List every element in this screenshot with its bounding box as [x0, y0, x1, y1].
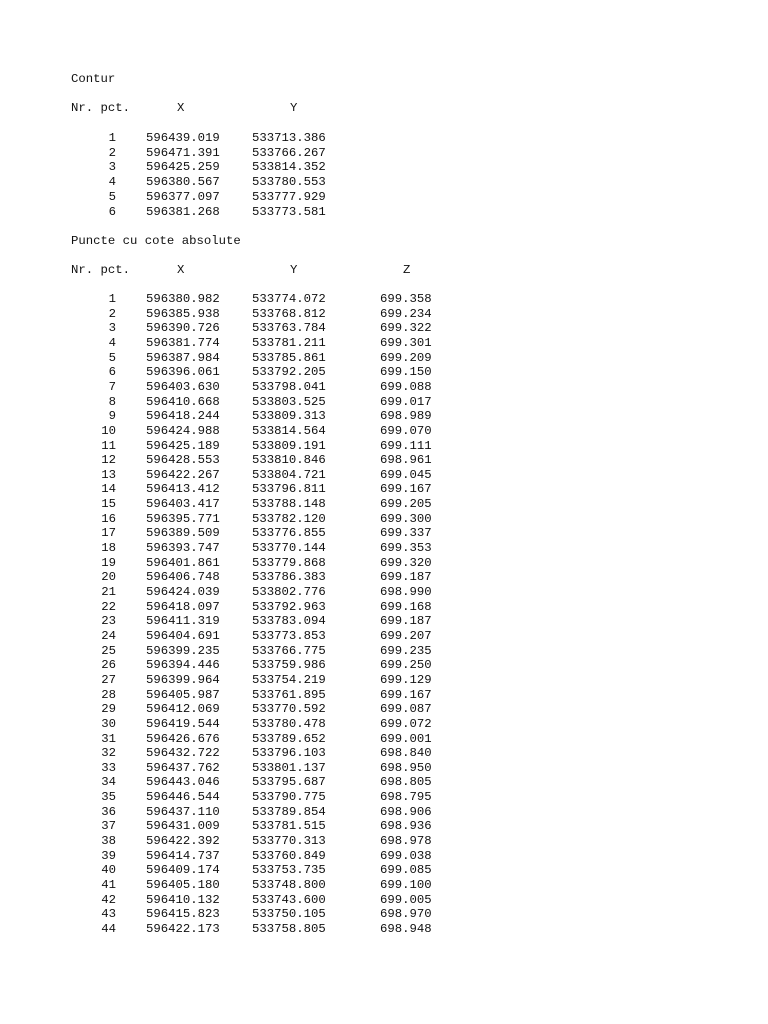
- cell-z: 699.085: [380, 863, 432, 878]
- cell-nr: 39: [101, 848, 116, 863]
- table-row: [0, 761, 768, 776]
- cell-x: 596393.747: [146, 541, 220, 556]
- table-row: [0, 453, 768, 468]
- cell-z: 698.936: [380, 819, 432, 834]
- cell-x: 596439.019: [146, 131, 220, 145]
- cell-z: 699.072: [380, 716, 432, 731]
- cell-nr: 36: [101, 804, 116, 819]
- cell-z: 699.300: [380, 511, 432, 526]
- cell-nr: 43: [101, 907, 116, 922]
- cell-y: 533761.895: [252, 687, 326, 702]
- cell-z: 699.001: [380, 731, 432, 746]
- table-row: [0, 805, 768, 820]
- cell-nr: 4: [108, 175, 116, 190]
- table-row: [0, 468, 768, 483]
- cell-nr: 21: [101, 585, 116, 599]
- cell-z: 699.070: [380, 423, 432, 438]
- table-row: [0, 439, 768, 454]
- cell-x: 596399.964: [146, 672, 220, 687]
- table-row: [0, 190, 768, 205]
- cell-y: 533713.386: [252, 131, 326, 145]
- cell-x: 596424.039: [146, 585, 220, 599]
- cell-y: 533770.144: [252, 541, 326, 556]
- cell-z: 699.038: [380, 848, 432, 863]
- cell-y: 533780.553: [252, 175, 326, 190]
- cell-y: 533785.861: [252, 350, 326, 365]
- points-title: Puncte cu cote absolute: [71, 234, 241, 248]
- cell-z: 698.840: [380, 746, 432, 761]
- cell-x: 596419.544: [146, 716, 220, 731]
- cell-x: 596415.823: [146, 907, 220, 922]
- cell-y: 533770.313: [252, 834, 326, 849]
- cell-x: 596395.771: [146, 511, 220, 526]
- cell-z: 699.017: [380, 394, 432, 409]
- table-row: [0, 512, 768, 527]
- cell-z: 698.805: [380, 775, 432, 790]
- cell-z: 699.207: [380, 628, 432, 643]
- cell-z: 699.320: [380, 555, 432, 570]
- cell-nr: 32: [101, 746, 116, 761]
- cell-x: 596426.676: [146, 731, 220, 746]
- cell-z: 699.353: [380, 541, 432, 556]
- cell-z: 699.187: [380, 614, 432, 629]
- cell-z: 698.970: [380, 907, 432, 922]
- table-row: [0, 585, 768, 600]
- cell-nr: 13: [101, 467, 116, 482]
- cell-z: 699.358: [380, 292, 432, 306]
- table-row: [0, 878, 768, 893]
- table-row: [0, 556, 768, 571]
- cell-x: 596443.046: [146, 775, 220, 790]
- cell-y: 533792.205: [252, 365, 326, 380]
- cell-z: 698.978: [380, 834, 432, 849]
- cell-x: 596446.544: [146, 790, 220, 805]
- cell-x: 596413.412: [146, 482, 220, 497]
- cell-nr: 44: [101, 921, 116, 936]
- cell-z: 699.209: [380, 350, 432, 365]
- cell-nr: 27: [101, 672, 116, 687]
- table-row: [0, 775, 768, 790]
- table-row: [0, 351, 768, 366]
- table-row: [0, 482, 768, 497]
- cell-nr: 23: [101, 614, 116, 629]
- table-row: [0, 893, 768, 908]
- cell-x: 596404.691: [146, 628, 220, 643]
- cell-y: 533743.600: [252, 892, 326, 907]
- cell-z: 699.088: [380, 379, 432, 394]
- cell-y: 533758.805: [252, 921, 326, 936]
- cell-x: 596422.392: [146, 834, 220, 849]
- cell-x: 596396.061: [146, 365, 220, 380]
- cell-nr: 34: [101, 775, 116, 790]
- cell-nr: 26: [101, 658, 116, 673]
- cell-z: 699.301: [380, 335, 432, 350]
- cell-z: 699.187: [380, 570, 432, 585]
- table-row: [0, 702, 768, 717]
- cell-nr: 5: [108, 350, 116, 365]
- cell-nr: 29: [101, 702, 116, 717]
- cell-y: 533760.849: [252, 848, 326, 863]
- cell-nr: 41: [101, 878, 116, 892]
- cell-y: 533780.478: [252, 716, 326, 731]
- cell-x: 596424.988: [146, 423, 220, 438]
- cell-y: 533759.986: [252, 658, 326, 673]
- cell-z: 699.150: [380, 365, 432, 380]
- cell-x: 596437.110: [146, 804, 220, 819]
- cell-nr: 42: [101, 892, 116, 907]
- cell-y: 533766.775: [252, 643, 326, 658]
- table-row: [0, 732, 768, 747]
- table-row: [0, 600, 768, 615]
- cell-nr: 5: [108, 189, 116, 204]
- cell-z: 699.005: [380, 892, 432, 907]
- cell-z: 699.111: [380, 438, 432, 453]
- cell-y: 533753.735: [252, 863, 326, 878]
- cell-nr: 8: [108, 394, 116, 409]
- table-row: [0, 673, 768, 688]
- cell-x: 596409.174: [146, 863, 220, 878]
- cell-y: 533788.148: [252, 497, 326, 512]
- cell-nr: 37: [101, 819, 116, 834]
- cell-y: 533782.120: [252, 511, 326, 526]
- cell-x: 596412.069: [146, 702, 220, 717]
- cell-y: 533781.515: [252, 819, 326, 834]
- cell-nr: 17: [101, 526, 116, 541]
- cell-nr: 14: [101, 482, 116, 497]
- table-row: [0, 834, 768, 849]
- cell-y: 533779.868: [252, 555, 326, 570]
- cell-y: 533768.812: [252, 306, 326, 321]
- points-header-y: Y: [290, 263, 298, 277]
- cell-nr: 28: [101, 687, 116, 702]
- cell-nr: 1: [108, 292, 116, 306]
- cell-nr: 2: [108, 145, 116, 160]
- cell-nr: 11: [101, 438, 116, 453]
- table-row: [0, 160, 768, 175]
- table-row: [0, 614, 768, 629]
- cell-x: 596432.722: [146, 746, 220, 761]
- cell-y: 533809.313: [252, 409, 326, 424]
- points-header-nr: Nr. pct.: [71, 263, 131, 277]
- table-row: [0, 321, 768, 336]
- cell-y: 533792.963: [252, 599, 326, 614]
- cell-y: 533796.103: [252, 746, 326, 761]
- contour-header-x: X: [177, 101, 185, 115]
- cell-nr: 31: [101, 731, 116, 746]
- cell-x: 596381.774: [146, 335, 220, 350]
- cell-x: 596437.762: [146, 760, 220, 775]
- cell-nr: 3: [108, 321, 116, 336]
- cell-nr: 3: [108, 160, 116, 175]
- cell-x: 596403.630: [146, 379, 220, 394]
- cell-x: 596471.391: [146, 145, 220, 160]
- cell-y: 533766.267: [252, 145, 326, 160]
- cell-x: 596414.737: [146, 848, 220, 863]
- cell-x: 596422.173: [146, 921, 220, 936]
- cell-x: 596380.567: [146, 175, 220, 190]
- table-row: [0, 175, 768, 190]
- cell-y: 533814.352: [252, 160, 326, 175]
- cell-y: 533796.811: [252, 482, 326, 497]
- cell-x: 596425.189: [146, 438, 220, 453]
- cell-z: 699.045: [380, 467, 432, 482]
- cell-nr: 6: [108, 365, 116, 380]
- table-row: [0, 380, 768, 395]
- cell-y: 533777.929: [252, 189, 326, 204]
- contour-header-y: Y: [290, 101, 298, 115]
- cell-nr: 4: [108, 335, 116, 350]
- cell-nr: 24: [101, 628, 116, 643]
- cell-x: 596399.235: [146, 643, 220, 658]
- table-row: [0, 570, 768, 585]
- table-row: [0, 688, 768, 703]
- cell-x: 596428.553: [146, 453, 220, 468]
- cell-z: 698.950: [380, 760, 432, 775]
- cell-x: 596418.097: [146, 599, 220, 614]
- cell-nr: 16: [101, 511, 116, 526]
- cell-z: 699.205: [380, 497, 432, 512]
- cell-y: 533789.652: [252, 731, 326, 746]
- points-header-z: Z: [403, 263, 411, 277]
- cell-x: 596390.726: [146, 321, 220, 336]
- cell-y: 533754.219: [252, 672, 326, 687]
- table-row: [0, 907, 768, 922]
- table-row: [0, 790, 768, 805]
- cell-x: 596405.180: [146, 878, 220, 892]
- cell-x: 596410.132: [146, 892, 220, 907]
- cell-nr: 1: [108, 131, 116, 145]
- cell-z: 698.795: [380, 790, 432, 805]
- cell-y: 533748.800: [252, 878, 326, 892]
- cell-nr: 33: [101, 760, 116, 775]
- cell-y: 533814.564: [252, 423, 326, 438]
- table-row: [0, 131, 768, 146]
- cell-x: 596387.984: [146, 350, 220, 365]
- cell-x: 596381.268: [146, 204, 220, 219]
- table-row: [0, 717, 768, 732]
- cell-z: 698.990: [380, 585, 432, 599]
- cell-x: 596410.668: [146, 394, 220, 409]
- cell-x: 596385.938: [146, 306, 220, 321]
- cell-y: 533803.525: [252, 394, 326, 409]
- table-row: [0, 863, 768, 878]
- cell-x: 596406.748: [146, 570, 220, 585]
- cell-nr: 12: [101, 453, 116, 468]
- table-row: [0, 541, 768, 556]
- cell-nr: 40: [101, 863, 116, 878]
- cell-z: 698.906: [380, 804, 432, 819]
- table-row: [0, 424, 768, 439]
- cell-z: 699.250: [380, 658, 432, 673]
- cell-x: 596377.097: [146, 189, 220, 204]
- table-row: [0, 336, 768, 351]
- cell-z: 699.129: [380, 672, 432, 687]
- cell-y: 533786.383: [252, 570, 326, 585]
- table-row: [0, 644, 768, 659]
- cell-nr: 38: [101, 834, 116, 849]
- contour-header-nr: Nr. pct.: [71, 101, 131, 115]
- cell-nr: 6: [108, 204, 116, 219]
- cell-y: 533801.137: [252, 760, 326, 775]
- table-row: [0, 292, 768, 307]
- cell-nr: 15: [101, 497, 116, 512]
- cell-y: 533790.775: [252, 790, 326, 805]
- table-row: [0, 395, 768, 410]
- cell-x: 596405.987: [146, 687, 220, 702]
- cell-z: 699.100: [380, 878, 432, 892]
- cell-y: 533776.855: [252, 526, 326, 541]
- table-row: [0, 365, 768, 380]
- cell-x: 596403.417: [146, 497, 220, 512]
- table-row: [0, 205, 768, 220]
- cell-y: 533795.687: [252, 775, 326, 790]
- cell-x: 596425.259: [146, 160, 220, 175]
- table-row: [0, 629, 768, 644]
- cell-nr: 9: [108, 409, 116, 424]
- cell-nr: 35: [101, 790, 116, 805]
- cell-z: 699.235: [380, 643, 432, 658]
- cell-nr: 10: [101, 423, 116, 438]
- cell-y: 533750.105: [252, 907, 326, 922]
- cell-nr: 19: [101, 555, 116, 570]
- cell-y: 533763.784: [252, 321, 326, 336]
- cell-nr: 30: [101, 716, 116, 731]
- table-row: [0, 526, 768, 541]
- cell-y: 533783.094: [252, 614, 326, 629]
- cell-x: 596411.319: [146, 614, 220, 629]
- cell-nr: 20: [101, 570, 116, 585]
- cell-y: 533789.854: [252, 804, 326, 819]
- cell-y: 533773.581: [252, 204, 326, 219]
- cell-x: 596418.244: [146, 409, 220, 424]
- table-row: [0, 307, 768, 322]
- cell-y: 533810.846: [252, 453, 326, 468]
- cell-z: 699.322: [380, 321, 432, 336]
- table-row: [0, 746, 768, 761]
- cell-y: 533809.191: [252, 438, 326, 453]
- cell-y: 533802.776: [252, 585, 326, 599]
- cell-x: 596394.446: [146, 658, 220, 673]
- cell-nr: 18: [101, 541, 116, 556]
- cell-y: 533773.853: [252, 628, 326, 643]
- cell-nr: 2: [108, 306, 116, 321]
- cell-z: 699.234: [380, 306, 432, 321]
- contour-title: Contur: [71, 72, 116, 86]
- table-row: [0, 497, 768, 512]
- cell-z: 698.961: [380, 453, 432, 468]
- cell-x: 596389.509: [146, 526, 220, 541]
- cell-x: 596422.267: [146, 467, 220, 482]
- cell-y: 533770.592: [252, 702, 326, 717]
- cell-z: 698.948: [380, 921, 432, 936]
- cell-y: 533804.721: [252, 467, 326, 482]
- cell-y: 533781.211: [252, 335, 326, 350]
- cell-y: 533798.041: [252, 379, 326, 394]
- cell-x: 596380.982: [146, 292, 220, 306]
- cell-y: 533774.072: [252, 292, 326, 306]
- cell-nr: 22: [101, 599, 116, 614]
- table-row: [0, 922, 768, 937]
- points-header-x: X: [177, 263, 185, 277]
- cell-x: 596431.009: [146, 819, 220, 834]
- cell-z: 699.167: [380, 482, 432, 497]
- cell-z: 699.087: [380, 702, 432, 717]
- cell-z: 699.337: [380, 526, 432, 541]
- table-row: [0, 819, 768, 834]
- table-row: [0, 849, 768, 864]
- cell-z: 699.167: [380, 687, 432, 702]
- cell-nr: 7: [108, 379, 116, 394]
- cell-z: 698.989: [380, 409, 432, 424]
- table-row: [0, 146, 768, 161]
- table-row: [0, 409, 768, 424]
- cell-nr: 25: [101, 643, 116, 658]
- cell-z: 699.168: [380, 599, 432, 614]
- table-row: [0, 658, 768, 673]
- cell-x: 596401.861: [146, 555, 220, 570]
